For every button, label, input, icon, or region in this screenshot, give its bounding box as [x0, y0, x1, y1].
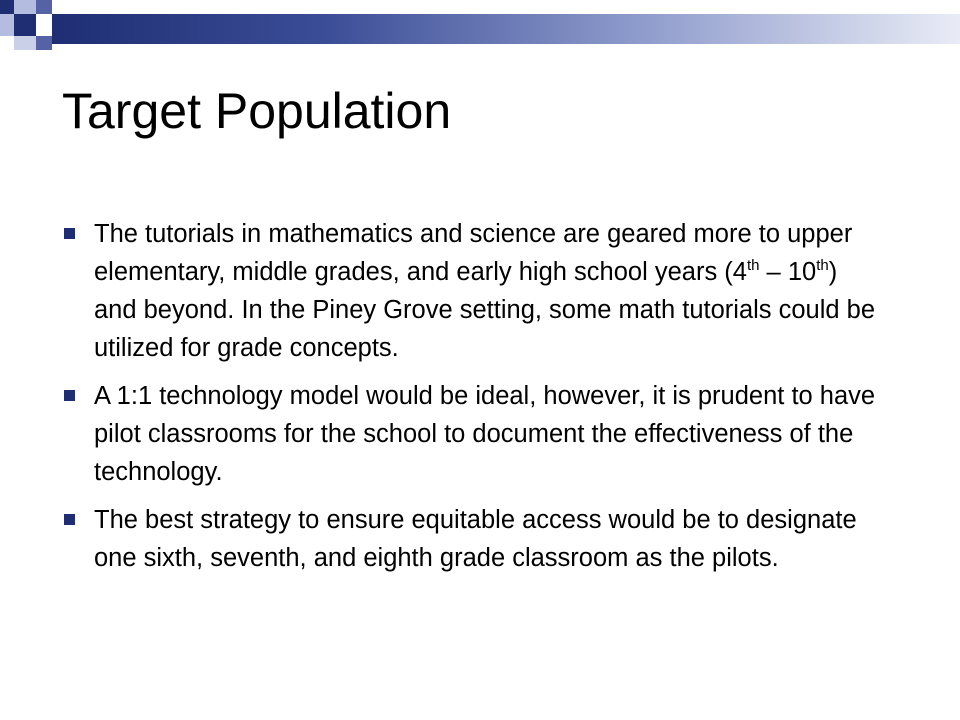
slide-title: Target Population — [62, 83, 452, 139]
square-bullet-icon — [64, 228, 75, 239]
decor-square — [14, 36, 36, 50]
decor-square — [36, 0, 52, 14]
bullet-item — [64, 215, 884, 367]
decor-square — [0, 0, 14, 14]
decor-square — [36, 36, 52, 50]
superscript: th — [746, 257, 760, 274]
square-bullet-icon — [64, 514, 75, 525]
bullet-text: The best strategy to ensure equitable access would be to designate one sixth, seventh, and eighth grade classroom as the pilots. — [94, 506, 857, 572]
decor-square — [14, 0, 36, 14]
bullet-text: The tutorials in mathematics and science are geared more to upper elementary, middle grades, and early high school years (4 — [94, 220, 853, 286]
header-decoration — [0, 0, 960, 60]
bullet-item — [64, 377, 884, 491]
bullet-text: ) and beyond. In the Piney Grove setting, some math tutorials could be utilized for grade concepts. — [94, 258, 876, 362]
square-bullet-icon — [64, 390, 75, 401]
header-gradient-bar — [52, 14, 960, 44]
bullet-item — [64, 501, 884, 577]
superscript: th — [816, 257, 829, 274]
bullet-list — [64, 215, 884, 587]
bullet-text: – 10 — [759, 258, 817, 286]
bullet-text: A 1:1 technology model would be ideal, however, it is prudent to have pilot classrooms for the school to document the effectiveness of the technology. — [94, 382, 876, 486]
decor-square — [0, 14, 14, 36]
decor-square — [14, 14, 36, 36]
